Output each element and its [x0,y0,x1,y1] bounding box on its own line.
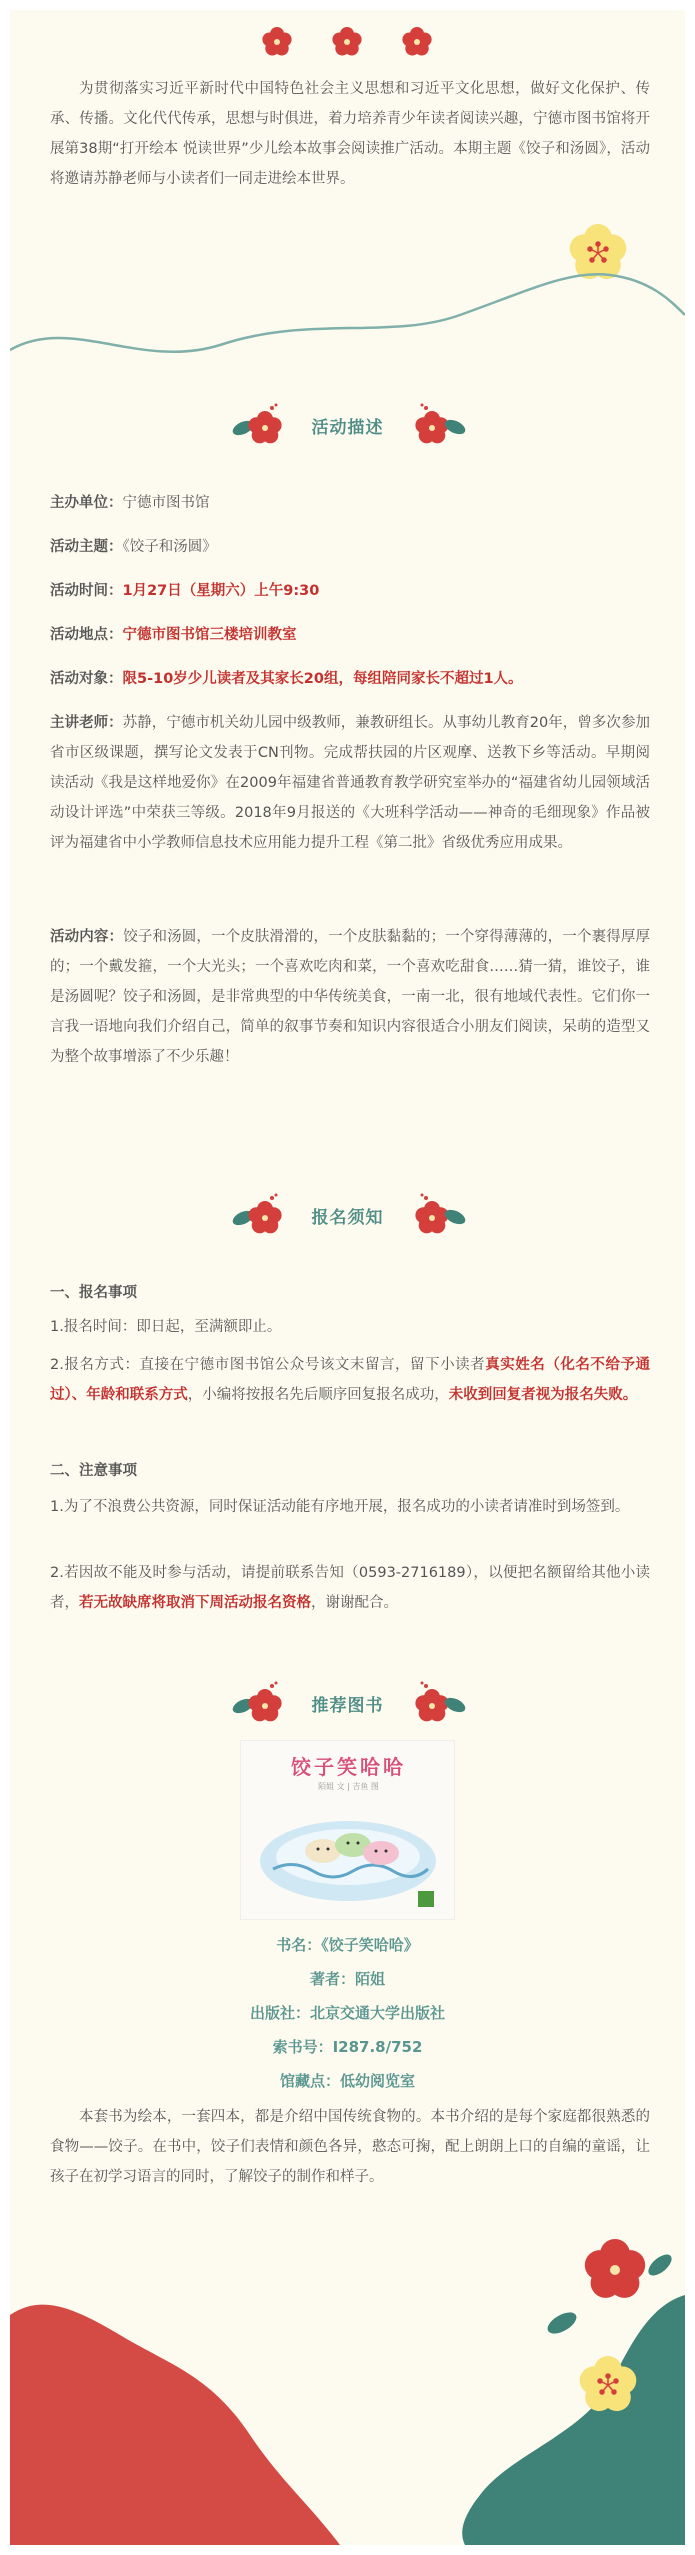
teacher-value: 苏静，宁德市机关幼儿园中级教师，兼教研组长。从事幼儿教育20年，曾多次参加省市区级课题，撰写论文发表于CN刊物。完成帮扶园的片区观摩、送教下乡等活动。早期阅读活动《我是这样地爱你》在2009年福建省普通教育教学研究室举办的“福建省幼儿园领域活动设计评选”中荣获三等级。2018年9月报送的《大班科学活动——神奇的毛细现象》作品被评为福建省中小学教师信息技术应用能力提升工程《第二批》省级优秀应用成果。 [50,715,651,851]
book-publisher-line: 出版社：北京交通大学出版社 [249,2004,445,2022]
reg-item2-red1: 真实姓名（化名不给予通过）、年龄和联系方式 [50,1357,650,1403]
book-cover [240,1740,455,1920]
place-value: 宁德市图书馆三楼培训教室 [122,627,297,643]
theme-value: 《饺子和汤圆》 [122,539,217,555]
theme-label: 活动主题： [50,539,123,555]
red-flower-icon [332,27,361,56]
place-label: 活动地点： [50,627,123,643]
activity-heading [10,400,685,450]
leaf-icon [645,2251,675,2280]
registration-heading [10,1190,685,1240]
teacher-label: 主讲老师： [50,715,123,731]
organizer-value: 宁德市图书馆 [122,495,210,511]
content-label: 活动内容： [50,929,124,945]
content-value: 饺子和汤圆，一个皮肤滑滑的，一个皮肤黏黏的；一个穿得薄薄的，一个裹得厚厚的；一个戴发箍，一个大光头；一个喜欢吃肉和菜，一个喜欢吃甜食……猜一猜，谁饺子，谁是汤圆呢？饺子和汤圆，是非常典型的中华传统美食，一南一北，很有地域代表性。它们你一言我一语地向我们介绍自己，简单的叙事节奏和知识内容很适合小朋友们阅读，呆萌的造型又为整个故事增添了不少乐趣！ [50,929,650,1065]
audience-line [50,664,650,694]
red-flower-icon [402,27,431,56]
reg-item1: 1.报名时间：即日起，至满额即止。 [50,1319,282,1335]
organizer-line [50,488,650,518]
place-line [50,620,650,650]
book-description: 本套书为绘本，一套四本，都是介绍中国传统食物的。本书介绍的是每个家庭都很熟悉的食物——饺子。在书中，饺子们表情和颜色各异，憨态可掬，配上朗朗上口的自编的童谣，让孩子在初学习语言的同时，了解饺子的制作和样子。 [50,2109,650,2185]
article-card [10,10,685,2545]
audience-value: 限5-10岁少儿读者及其家长20组，每组陪同家长不超过1人。 [122,671,523,687]
heading-decoration-right [410,1190,470,1240]
top-flowers [255,24,440,60]
section2-title [50,1456,650,1486]
red-flower-icon [415,411,448,443]
time-value: 1月27日（星期六）上午9:30 [122,583,320,599]
book-cover-illustration [253,1799,443,1914]
content-paragraph [50,922,650,1072]
note2-red: 若无故缺席将取消下周活动报名资格 [79,1595,311,1611]
teacher-paragraph [50,708,650,858]
reg-item2 [50,1350,650,1410]
note2-text-b: ，谢谢配合。 [311,1595,398,1611]
note2 [50,1558,650,1618]
reg-item2-text-b: ，小编将按报名先后顺序回复报名成功， [187,1387,449,1403]
time-label: 活动时间： [50,583,123,599]
organizer-label: 主办单位： [50,495,123,511]
note1: 1.为了不浪费公共资源，同时保证活动能有序地开展，报名成功的小读者请准时到场签到。 [50,1499,630,1515]
book-call-number-line: 索书号：I287.8/752 [272,2038,423,2056]
bottom-decoration [10,2235,685,2545]
reg-item2-text-a: 2.报名方式：直接在宁德市图书馆公众号该文末留言，留下小读者 [50,1357,486,1373]
section1-title-text: 一、报名事项 [50,1285,137,1301]
note2-text-a: 2.若因故不能及时参与活动，请提前联系告知（0593-2716189），以便把名额留给其他小读者， [50,1565,650,1611]
reg-item2-red2: 未收到回复者视为报名失败。 [448,1387,638,1403]
time-line [50,576,650,606]
red-flower-icon [415,1689,448,1721]
section1-title [50,1278,650,1308]
registration-heading-text: 报名须知 [311,1208,384,1228]
book-heading-text: 推荐图书 [311,1696,384,1716]
red-flower-icon [585,2239,645,2298]
heading-decoration-right [410,1678,470,1728]
audience-label: 活动对象： [50,671,123,687]
theme-line [50,532,650,562]
section2-title-text: 二、注意事项 [50,1463,137,1479]
intro-paragraph: 为贯彻落实习近平新时代中国特色社会主义思想和习近平文化思想，做好文化保护、传承、传播。文化代代传承，思想与时俱进，着力培养青少年读者阅读兴趣，宁德市图书馆将开展第38期“打开绘本 悦读世界”少儿绘本故事会阅读推广活动。本期主题《饺子和汤圆》，活动将邀请苏静老师与小读者们一同走进绘本世界。 [50,81,650,187]
leaf-icon [544,2308,580,2338]
red-flower-icon [415,1201,448,1233]
book-location-line: 馆藏点：低幼阅览室 [279,2072,415,2090]
book-author-line: 著者：陌姐 [309,1970,385,1988]
book-cover-author: 陌姐 文 | 吉鱼 图 [318,1782,379,1791]
activity-heading-text: 活动描述 [311,418,384,438]
book-cover-title: 饺子笑哈哈 [291,1755,406,1779]
red-flower-icon [262,27,291,56]
book-title-line: 书名：《饺子笑哈哈》 [276,1936,419,1954]
book-heading [10,1678,685,1728]
decorative-wave-line [10,220,685,380]
heading-decoration-right [410,400,470,450]
